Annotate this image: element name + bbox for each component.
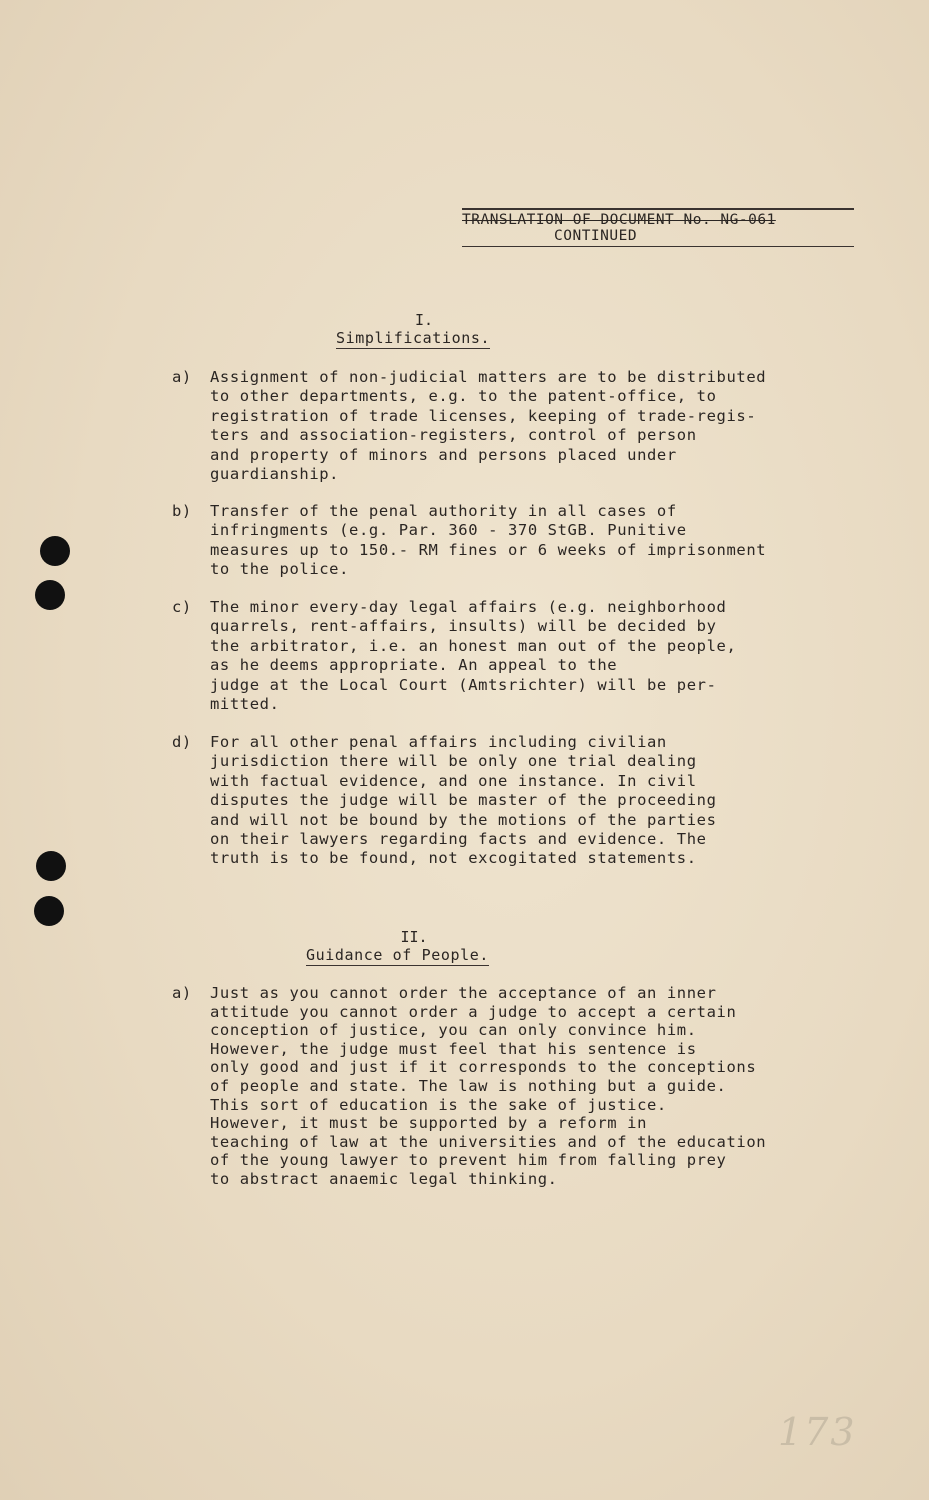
item-marker: b): [172, 502, 192, 520]
section-1-item-b: [172, 502, 872, 580]
section-1-item-c: [172, 598, 872, 714]
section-1-number: I.: [414, 311, 434, 329]
item-marker: c): [172, 598, 192, 616]
punch-hole-1: [40, 536, 70, 566]
document-header: [462, 208, 854, 247]
section-1-item-a: [172, 368, 872, 484]
header-title: TRANSLATION OF DOCUMENT No. NG-061: [462, 208, 854, 228]
section-1-title: Simplifications.: [336, 329, 491, 347]
item-marker: a): [172, 984, 192, 1002]
item-text: Just as you cannot order the acceptance of an inner attitude you cannot order a judge to accept a certain conception of justice, you can only convince him. However, the judge must feel that his sentence is only good and just if it corresponds to the conceptions of people and state. The law is nothing but a guide. This sort of education is the sake of justice. However, it must be supported by a reform in teaching of law at the universities and of the education of the young lawyer to prevent him from falling prey to abstract anaemic legal thinking.: [210, 984, 767, 1188]
folio-number: 173: [778, 1410, 857, 1454]
item-text: For all other penal affairs including civilian jurisdiction there will be only one trial dealing with factual evidence, and one instance. In civil disputes the judge will be master of the proceeding and will not be bound by the motions of the parties on their lawyers regarding facts and evidence. The truth is to be found, not excogitated statements.: [210, 733, 717, 868]
header-continued: CONTINUED: [462, 228, 854, 247]
punch-hole-4: [34, 896, 64, 926]
item-text: Assignment of non-judicial matters are to be distributed to other departments, e.g. to the patent-office, to registration of trade licenses, keeping of trade-regis- ters and association-registers, control of person and property of minors and persons placed under guardianship.: [210, 368, 767, 484]
punch-hole-3: [36, 851, 66, 881]
section-2-number: II.: [400, 928, 428, 946]
section-2-title: Guidance of People.: [306, 946, 489, 964]
item-text: Transfer of the penal authority in all cases of infringments (e.g. Par. 360 - 370 StGB. Punitive measures up to 150.- RM fines or 6 weeks of imprisonment to the police.: [210, 502, 767, 579]
section-2-item-a: [172, 984, 892, 1189]
section-1-item-d: [172, 733, 872, 869]
item-marker: a): [172, 368, 192, 386]
punch-hole-2: [35, 580, 65, 610]
item-text: The minor every-day legal affairs (e.g. neighborhood quarrels, rent-affairs, insults) will be decided by the arbitrator, i.e. an honest man out of the people, as he deems appropriate. An appeal to the judge at the Local Court (Amtsrichter) will be per- mitted.: [210, 598, 737, 714]
item-marker: d): [172, 733, 192, 751]
